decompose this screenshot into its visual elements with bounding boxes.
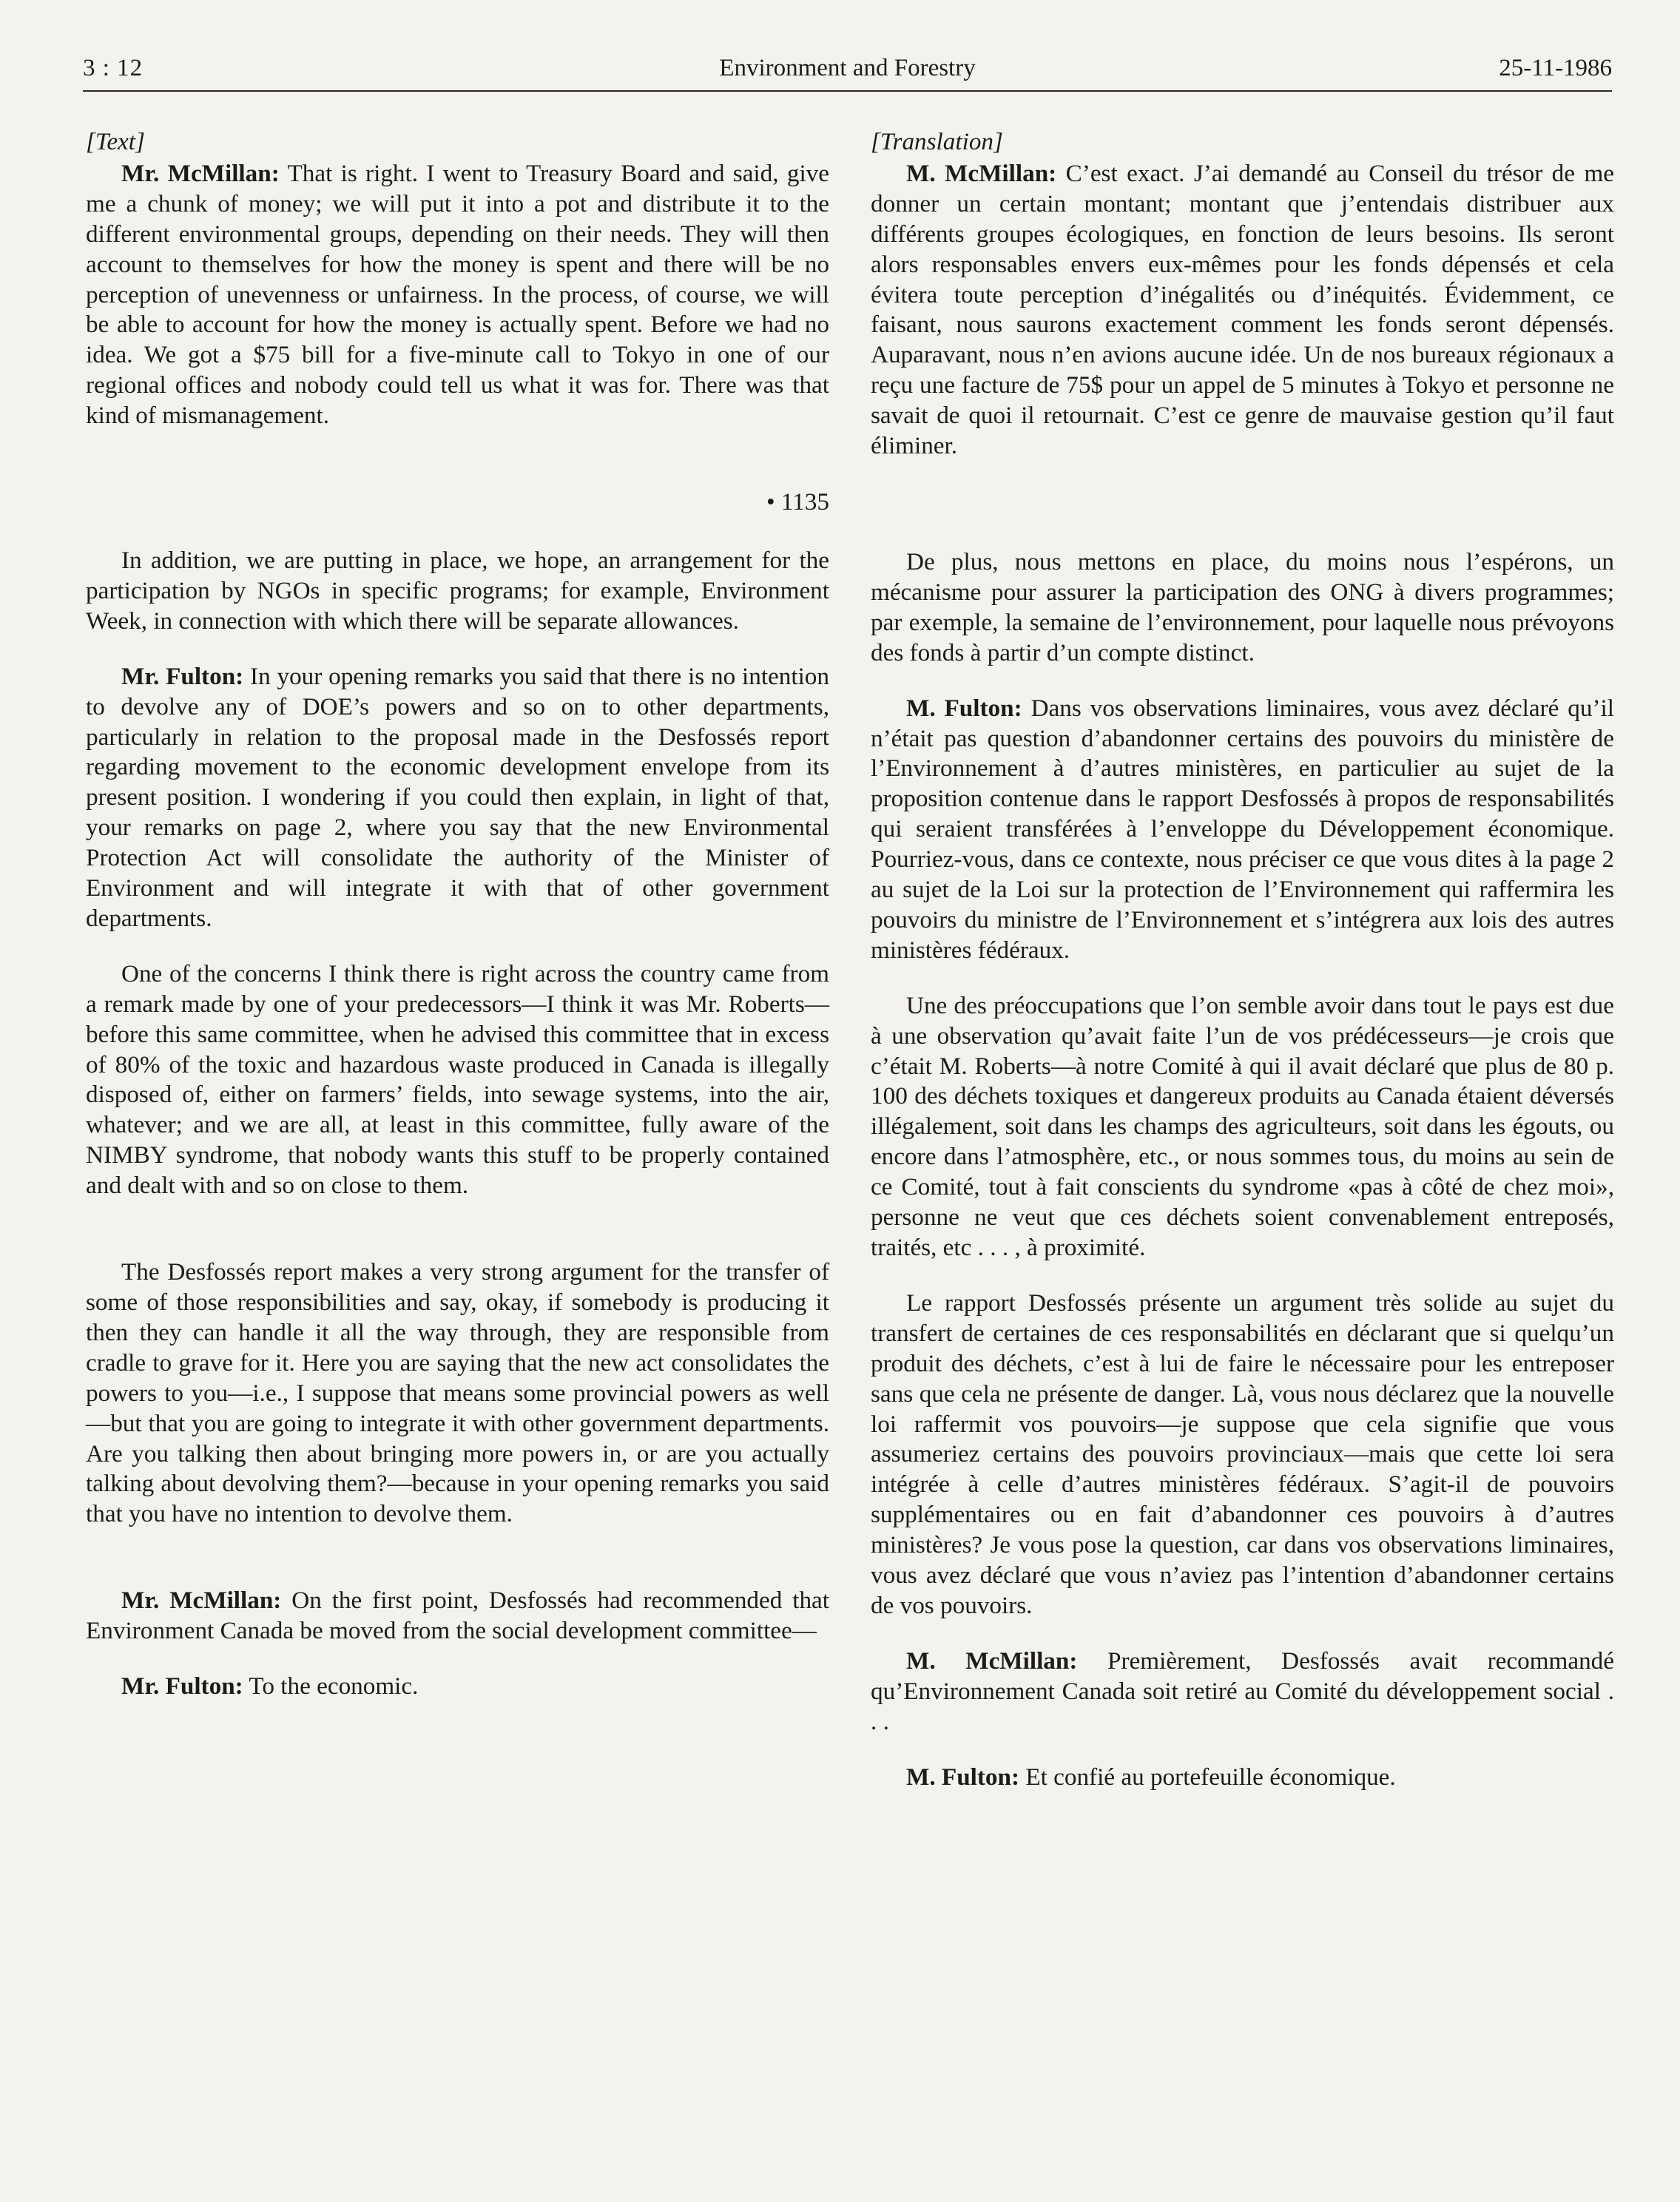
french-column xyxy=(871,127,1614,1793)
speech-text: Et confié au portefeuille économique. xyxy=(1025,1763,1396,1791)
speech-paragraph xyxy=(86,1672,829,1702)
speaker-name: Mr. McMillan: xyxy=(121,1587,282,1615)
speech-paragraph: One of the concerns I think there is right across the country came from a remark made by one of your predecessors—I think it was Mr. Roberts—before this same committee, when he advised this committee that in excess of 80% of the toxic and hazardous waste produced in Canada is illegally disposed of, either on farmers’ fields, into sewage systems, into the air, whatever; and we are all, at least in this committee, fully aware of the NIMBY syndrome, that nobody wants this stuff to be properly contained and dealt with and so on close to them. xyxy=(86,959,829,1200)
speech-paragraph: In addition, we are putting in place, we hope, an arrangement for the participation by NGOs in specific programs; for example, Environment Week, in connection with which there will be separate allowances. xyxy=(86,546,829,635)
page-number: 3 : 12 xyxy=(83,55,144,81)
speaker-name: M. McMillan: xyxy=(906,1647,1078,1675)
speech-text: Premièrement, Desfossés avait recommandé qu’Environnement Canada soit retiré au Comité du développement social . . . xyxy=(871,1647,1615,1735)
page-header xyxy=(83,52,1612,95)
speaker-name: Mr. McMillan: xyxy=(121,159,280,187)
speech-paragraph: De plus, nous mettons en place, du moins nous l’espérons, un mécanisme pour assurer la participation des ONG à divers programmes; par exemple, la semaine de l’environnement, pour laquelle nous prévoyons des fonds à partir d’un compte distinct. xyxy=(871,547,1614,666)
page-title: Environment and Forestry xyxy=(719,55,976,81)
speaker-name: Mr. Fulton: xyxy=(121,662,244,690)
speech-text: In your opening remarks you said that there is no intention to devolve any of DOE’s powers and so on to other departments, particularly in relation to the proposal made in the Desfossés report regarding movement to the economic development envelope from its present position. I wondering if you could then explain, in light of that, your remarks on page 2, where you say that the new Environmental Protection Act will consolidate the authority of the Minister of Environment and will integrate it with that of other government departments. xyxy=(86,662,829,932)
speech-paragraph xyxy=(871,1763,1614,1793)
speech-text: That is right. I went to Treasury Board and said, give me a chunk of money; we will put it into a pot and distribute it to the different environmental groups, depending on their needs. They will then account to themselves for how the money is spent and there will be no perception of unevenness or unfairness. In the process, of course, we will be able to account for how the money is actually spent. Before we had no idea. We got a $75 bill for a five-minute call to Tokyo in one of our regional offices and nobody could tell us what it was for. There was that kind of mismanagement. xyxy=(86,159,829,430)
speech-paragraph xyxy=(871,1647,1614,1737)
page-date: 25-11-1986 xyxy=(1499,55,1612,81)
speech-text: On the first point, Desfossés had recommended that Environment Canada be moved from the social development committee— xyxy=(86,1587,829,1645)
speech-paragraph xyxy=(86,159,829,431)
language-label: [Translation] xyxy=(871,128,1003,155)
speech-text: C’est exact. J’ai demandé au Conseil du trésor de me donner un certain montant; montant que j’entendais distribuer aux différents groupes écologiques, en fonction de leurs besoins. Ils seront alors responsables envers eux-mêmes pour les fonds dépensés et cela évitera toute perception d’inégalités ou d’inéquités. Évidemment, ce faisant, nous saurons exactement comment les fonds seront dépensés. Auparavant, nous n’en avions aucune idée. Un de nos bureaux régionaux a reçu une facture de 75$ pour un appel de 5 minutes à Tokyo et personne ne savait de quoi il retournait. C’est ce genre de mauvaise gestion qu’il faut éliminer. xyxy=(871,159,1614,460)
speech-paragraph xyxy=(86,662,829,934)
speaker-name: Mr. Fulton: xyxy=(121,1672,243,1701)
language-label: [Text] xyxy=(86,128,145,155)
speech-paragraph xyxy=(871,159,1614,462)
time-marker: • 1135 xyxy=(766,488,829,516)
english-column xyxy=(86,127,829,1702)
speech-text: To the economic. xyxy=(249,1672,419,1701)
speaker-name: M. Fulton: xyxy=(906,694,1022,722)
speech-paragraph xyxy=(871,694,1614,966)
speaker-name: M. Fulton: xyxy=(906,1763,1020,1791)
speech-text: Dans vos observations liminaires, vous avez déclaré qu’il n’était pas question d’abandonner certains des pouvoirs du ministère de l’Environnement à d’autres ministères, en particulier au sujet de la proposition contenue dans le rapport Desfossés à propos de responsabilités qui seraient transférées à l’enveloppe du Développement économique. Pourriez-vous, dans ce contexte, nous préciser ce que vous dites à la page 2 au sujet de la Loi sur la protection de l’Environnement qui raffermira les pouvoirs du ministre de l’Environnement et s’intégrera aux lois des autres ministères fédéraux. xyxy=(871,694,1614,964)
speech-paragraph xyxy=(86,1586,829,1647)
header-rule xyxy=(83,90,1612,92)
speech-paragraph: The Desfossés report makes a very strong argument for the transfer of some of those responsibilities and say, okay, if somebody is producing it then they can handle it all the way through, they are responsible from cradle to grave for it. Here you are saying that the new act consolidates the powers to you—i.e., I suppose that means some provincial powers as well—but that you are going to integrate it with other government departments. Are you talking then about bringing more powers in, or are you actually talking about devolving them?—because in your opening remarks you said that you have no intention to devolve them. xyxy=(86,1258,829,1528)
speech-paragraph: Le rapport Desfossés présente un argument très solide au sujet du transfert de certaines de ces responsabilités en déclarant que si quelqu’un produit des déchets, c’est à lui de faire le nécessaire pour les entreposer sans que cela ne présente de danger. Là, vous nous déclarez que la nouvelle loi raffermit vos pouvoirs—je suppose que cela signifie que vous assumeriez certains des pouvoirs provinciaux—mais que cette loi sera intégrée à celle d’autres ministères fédéraux. S’agit-il de pouvoirs supplémentaires ou en fait d’abandonner ces pouvoirs à d’autres ministères? Je vous pose la question, car dans vos observations liminaires, vous avez déclaré que vous n’aviez pas l’intention d’abandonner certains de vos pouvoirs. xyxy=(871,1289,1614,1619)
speaker-name: M. McMillan: xyxy=(906,159,1057,187)
speech-paragraph: Une des préoccupations que l’on semble avoir dans tout le pays est due à une observation qu’avait faite l’un de vos prédécesseurs—je crois que c’était M. Roberts—à notre Comité à qui il avait déclaré que plus de 80 p. 100 des déchets toxiques et dangereux produits au Canada étaient déversés illégalement, soit dans les champs des agriculteurs, soit dans les égouts, ou encore dans l’atmosphère, etc., or nous sommes tous, du moins au sein de ce Comité, tout à fait conscients du syndrome «pas à côté de chez moi», personne ne veut que ces déchets soient convenablement entreposés, traités, etc . . . , à proximité. xyxy=(871,991,1614,1261)
